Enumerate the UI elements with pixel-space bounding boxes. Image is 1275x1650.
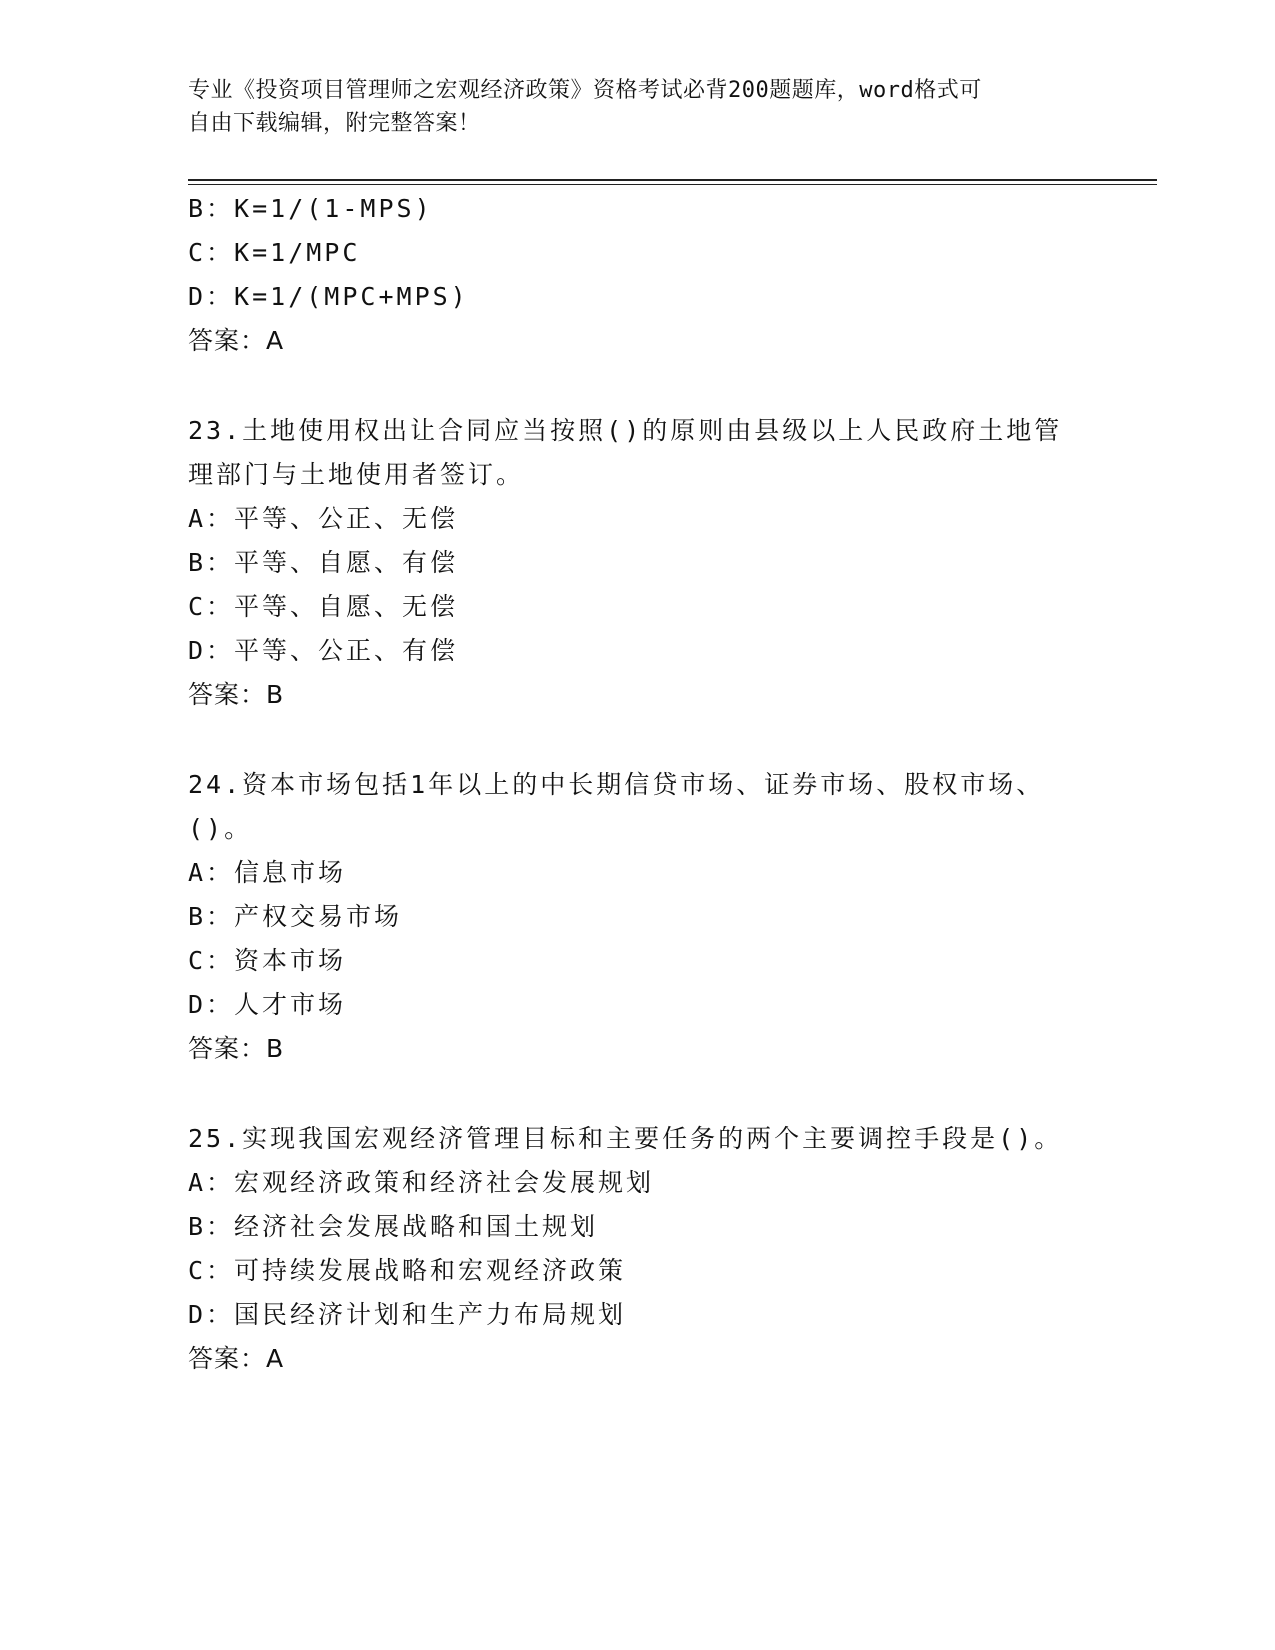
q25-option-d: D：国民经济计划和生产力布局规划 xyxy=(188,1300,627,1329)
q23-option-b: B：平等、自愿、有偿 xyxy=(188,548,459,577)
q22-option-b: B：K=1/(1-MPS) xyxy=(188,194,433,223)
q24-stem-line-2: ()。 xyxy=(188,814,253,843)
q25-option-a: A：宏观经济政策和经济社会发展规划 xyxy=(188,1168,655,1197)
q22-option-c: C：K=1/MPC xyxy=(188,238,361,267)
q24-stem-line-1: 24.资本市场包括1年以上的中长期信贷市场、证券市场、股权市场、 xyxy=(188,770,1045,799)
q25-answer: 答案：A xyxy=(188,1344,285,1373)
q23-option-c: C：平等、自愿、无偿 xyxy=(188,592,459,621)
q24-option-b: B：产权交易市场 xyxy=(188,902,403,931)
q24-answer: 答案：B xyxy=(188,1034,285,1063)
header-line-1: 专业《投资项目管理师之宏观经济政策》资格考试必背200题题库，word格式可 xyxy=(188,78,982,103)
q23-answer: 答案：B xyxy=(188,680,285,709)
q23-stem-line-2: 理部门与土地使用者签订。 xyxy=(188,460,525,489)
header-divider-thin xyxy=(188,184,1157,185)
q22-option-d: D：K=1/(MPC+MPS) xyxy=(188,282,469,311)
document-header xyxy=(188,74,1088,140)
q24-option-c: C：资本市场 xyxy=(188,946,347,975)
q25-option-b: B：经济社会发展战略和国土规划 xyxy=(188,1212,599,1241)
q25-option-c: C：可持续发展战略和宏观经济政策 xyxy=(188,1256,627,1285)
q25-stem-line-1: 25.实现我国宏观经济管理目标和主要任务的两个主要调控手段是()。 xyxy=(188,1124,1063,1153)
q24-option-d: D：人才市场 xyxy=(188,990,347,1019)
q23-option-d: D：平等、公正、有偿 xyxy=(188,636,459,665)
q23-stem-line-1: 23.土地使用权出让合同应当按照()的原则由县级以上人民政府土地管 xyxy=(188,416,1063,445)
header-line-2: 自由下载编辑，附完整答案！ xyxy=(188,111,481,136)
q23-option-a: A：平等、公正、无偿 xyxy=(188,504,459,533)
header-divider-thick xyxy=(188,179,1157,181)
q22-answer: 答案：A xyxy=(188,326,285,355)
q24-option-a: A：信息市场 xyxy=(188,858,347,887)
